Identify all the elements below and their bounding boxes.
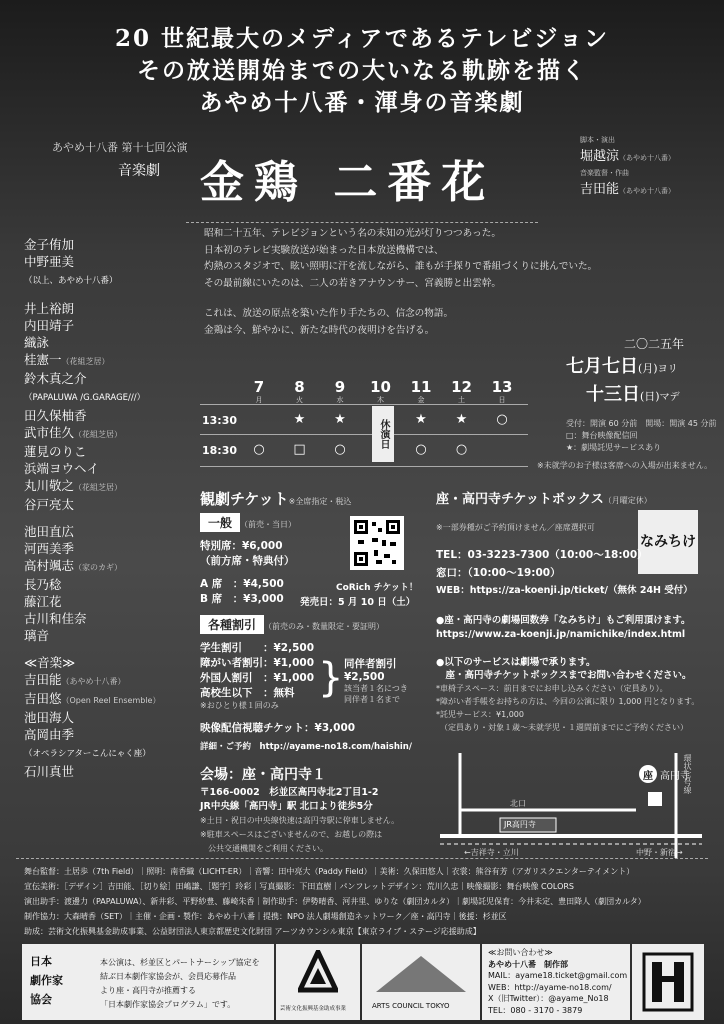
- headline-line1: 20 世紀最大のメディアであるテレビジョン: [115, 25, 609, 52]
- performance-mark: ★: [415, 412, 427, 427]
- cast-affiliation: （花組芝居）: [61, 357, 110, 366]
- stream-ticket: 映像配信視聴チケット：¥3,000: [200, 722, 356, 734]
- calendar-day: 9: [334, 378, 346, 396]
- headline-line2: その放送開始までの大いなる軌跡を描く: [137, 57, 587, 84]
- cast-member: [24, 743, 194, 763]
- credits-divider: [16, 858, 708, 859]
- closed-day: 休演日: [372, 406, 394, 462]
- cast-name: 谷戸亮太: [24, 497, 75, 512]
- cast-member: [24, 460, 194, 477]
- map-road-west: ←吉祥寺・立川: [464, 848, 519, 857]
- creative-credits: [580, 135, 675, 197]
- cast-name: 内田靖子: [24, 318, 75, 333]
- cast-member: [24, 709, 194, 726]
- cast-name: 長乃稔: [24, 577, 62, 592]
- companion-discount: 同伴者割引 ¥2,500 該当者１名につき 同伴者１名まで: [344, 658, 408, 704]
- cast-member: [24, 763, 194, 780]
- fund-label: 芸術文化振興基金助成事業: [280, 1006, 347, 1012]
- performance-mark: □: [293, 442, 306, 457]
- credit1-note: （あやめ十八番）: [619, 154, 676, 162]
- arts-council-label: ARTS COUNCIL TOKYO: [372, 1002, 450, 1010]
- cast-member: [24, 370, 194, 387]
- cast-name: （オペラシアターこんにゃく座）: [24, 749, 151, 759]
- qr-code[interactable]: [350, 516, 404, 570]
- cast-name: 桂憲一: [24, 352, 62, 367]
- footer-fund: [276, 944, 360, 1020]
- stream-url[interactable]: 詳細・ご予約 http://ayame-no18.com/haishin/: [200, 742, 412, 752]
- calendar-day: 8: [294, 378, 305, 396]
- cast-member: [24, 610, 194, 627]
- performance-mark: ○: [455, 442, 468, 457]
- cast-name: 田久保柚香: [24, 408, 87, 423]
- calendar-weekday: 土: [458, 396, 465, 404]
- cast-name: 井上裕朗: [24, 301, 75, 316]
- show-title: 金鶏 二番花: [200, 157, 496, 208]
- cast-name: 石川真世: [24, 764, 75, 779]
- time-1830: 18:30: [202, 444, 238, 457]
- cast-affiliation: （Open Reel Ensemble）: [61, 696, 161, 705]
- cast-member: [24, 557, 194, 576]
- cast-name: 浜端ヨウヘイ: [24, 461, 100, 476]
- credit1-role: 脚本・演出: [580, 136, 615, 144]
- assoc-logo: 日本 劇作家 協会: [30, 955, 63, 1006]
- cast-affiliation: （花組芝居）: [74, 483, 123, 492]
- map-ring-road: 環状七号線: [683, 754, 692, 794]
- cast-member: [24, 690, 194, 709]
- schedule-note-children: ※未就学のお子様は客席への入場が出来ません。: [537, 461, 713, 470]
- calendar-weekday: 火: [296, 396, 303, 404]
- namichike-logo: なみちけ: [638, 510, 698, 574]
- cast-member: [24, 671, 194, 690]
- calendar-weekday: 金: [417, 396, 425, 404]
- cast-member: [24, 424, 194, 443]
- calendar-day: 12: [451, 378, 472, 396]
- calendar-day: 10: [370, 378, 391, 396]
- schedule-notes: 受付：開演 60 分前 開場：開演 45 分前 □：舞台映像配信回 ★：劇場託児サービスあり: [566, 419, 717, 452]
- footer-contact: ≪お問い合わせ≫ あやめ十八番 制作部 MAIL：ayame18.ticket@gmail.com WEB：http://ayame-no18.com/ X（旧Twitter）：@ayame_No18 TEL：080 - 3170 - 3879: [482, 944, 630, 1020]
- arts-council-logo-icon: [374, 954, 468, 994]
- cast-member: [24, 443, 194, 460]
- corich-label: CoRich チケット！: [336, 583, 418, 593]
- footer-association: [22, 944, 274, 1020]
- cast-member: [24, 496, 194, 513]
- cast-member: [24, 477, 194, 496]
- intro-p3: 灼熱のスタジオで、眩い照明に汗を流しながら、誰もが手探りで番組づくりに挑んでいた。: [204, 261, 598, 272]
- brace: }: [318, 655, 344, 701]
- calendar-day: 7: [253, 378, 265, 396]
- calendar-weekday: 木: [377, 396, 384, 404]
- map-north-exit: 北口: [510, 799, 526, 808]
- intro-p2: 日本初のテレビ実験放送が始まった日本放送機構では、: [204, 244, 444, 256]
- partner-text: 本公演は、杉並区とパートナーシップ協定を 結ぶ日本劇作家協会が、会員応募作品 より座・高円寺が推薦する 「日本劇作家協会プログラム」です。: [100, 958, 260, 1009]
- cast-name: 丸川敬之: [24, 478, 75, 493]
- schedule-start: 七月七日(月)ヨリ: [566, 356, 678, 377]
- cast-name: 高村颯志: [24, 558, 75, 573]
- tickets-heading: 観劇チケット※全席指定・税込: [200, 490, 352, 508]
- boxoffice-note: ※一部券種がご予約頂けません／座席選択可: [436, 523, 595, 532]
- cast-member: [24, 407, 194, 424]
- cast-list: [24, 236, 194, 780]
- cast-member: [24, 540, 194, 557]
- performance-mark: ★: [293, 412, 306, 427]
- calendar-day: 11: [410, 378, 432, 396]
- cast-member: [24, 523, 194, 540]
- intro-p4: その最前線にいたのは、二人の若きアナウンサー、宮義勝と出雲幹。: [204, 277, 502, 289]
- time-1330: 13:30: [202, 414, 238, 427]
- calendar-weekday: 日: [498, 396, 506, 404]
- staff-credits: 舞台監督：土居歩（7th Field）｜照明：南香織（LICHT-ER）｜音響：田中亮大（Paddy Field）｜美術：久保田悠人｜衣裳：熊谷有芳（アガリスクエンターテイメント） 宣伝美術：［デザイン］吉田能、［切り絵］田嶋謙、［題字］玲彩｜写真撮影：下田直樹｜パンフレットデザイン：荒川久忠｜映像撮影：舞台映像 COLORS 演出助手：渡邊力（PAPALUWA）、新井彩、平野紗豊、藤崎朱香｜制作助手：伊勢晴香、河井里、ゆりな（劇団カルタ）｜劇場託児保育：今井未定、豊田降人（劇団カルタ） 制作協力：大森晴香（SET）｜主催・企画・製作：あやめ十八番｜提携：NPO 法人劇場創造ネットワーク／座・高円寺｜後援：杉並区 助成：芸術文化振興基金助成事業、公益財団法人東京都歴史文化財団 アーツカウンシル東京【東京ライブ・ステージ応援助成】: [24, 867, 646, 936]
- performance-mark: ○: [253, 442, 265, 457]
- discount-tickets: 各種割引 （前売のみ・数量限定・要証明） 学生割引 ：¥2,500 障がい者割引：¥1,000 外国人割引 ：¥1,000 高校生以下 ：無料 ※おひとり様１回のみ: [200, 614, 384, 711]
- intro-text: [204, 226, 597, 339]
- cast-name: （PAPALUWA /G.GARAGE///）: [24, 393, 146, 403]
- cast-name: 金子侑加: [24, 237, 75, 252]
- map-venue-mark: 座: [643, 771, 653, 782]
- cast-affiliation: （花組芝居）: [74, 430, 123, 439]
- series-label: あやめ十八番 第十七回公演: [52, 141, 188, 154]
- headline-line3: あやめ十八番・渾身の音楽劇: [199, 89, 525, 116]
- namichike-info: ●座・高円寺の劇場回数券「なみちけ」もご利用頂けます。 https://www.za-koenji.jp/namichike/index.html: [436, 615, 691, 640]
- cast-member: [24, 334, 194, 351]
- performance-mark: ○: [334, 442, 346, 457]
- venue-info: 会場：座・高円寺１ 〒166-0002 杉並区高円寺北2丁目1-2 JR中央線「高円寺」駅 北口より徒歩5分 ※土日・祝日の中央線快速は高円寺駅に停車しません。 ※駐車スペースはございませんので、お越しの際は 公共交通機関をご利用ください。: [200, 767, 400, 853]
- calendar-weekday: 水: [336, 396, 344, 404]
- credit1-name: 堀越涼: [580, 149, 620, 164]
- cast-name: 藤江花: [24, 594, 62, 609]
- genre-label: 音楽劇: [118, 163, 160, 179]
- performance-mark: ★: [334, 412, 346, 427]
- performance-mark: ○: [496, 412, 508, 427]
- cast-name: 吉田悠: [24, 691, 62, 706]
- cast-name: 蓮見のりこ: [24, 444, 87, 459]
- cast-name: 吉田能: [24, 672, 62, 687]
- cast-affiliation: （家のカギ）: [74, 563, 123, 572]
- troupe-logo-icon: [642, 952, 694, 1012]
- map-venue: 高円寺: [660, 771, 690, 782]
- cast-name: 織詠: [24, 335, 50, 350]
- cast-name: 高岡由季: [24, 727, 75, 742]
- cast-name: 河西美季: [24, 541, 75, 556]
- cast-name: （以上、あやめ十八番）: [24, 276, 118, 286]
- map-road-east: 中野・新宿→: [636, 848, 683, 857]
- cast-member: [24, 351, 194, 370]
- schedule-year: 二〇二五年: [624, 337, 685, 351]
- cast-name: ≪音楽≫: [24, 655, 76, 670]
- cast-member: [24, 300, 194, 317]
- cast-name: 中野亜美: [24, 254, 75, 269]
- general-tickets: 一般 （前売・当日） 特別席：¥6,000 （前方席・特典付） A 席 ：¥4,500 B 席 ：¥3,000: [200, 512, 296, 606]
- schedule-end: 十三日(日)マデ: [586, 384, 680, 405]
- cast-member: [24, 726, 194, 743]
- calendar-weekday: 月: [255, 396, 263, 404]
- map-station: JR高円寺: [504, 820, 536, 829]
- performance-mark: ○: [415, 442, 427, 457]
- performance-mark: ★: [455, 412, 468, 427]
- divider: [186, 222, 538, 223]
- cast-member: [24, 627, 194, 644]
- credit2-name: 吉田能: [580, 182, 620, 197]
- calendar-day: 13: [491, 378, 513, 396]
- cast-name: 璃音: [24, 628, 50, 643]
- footer-arts-council: [362, 944, 480, 1020]
- cast-name: 鈴木真之介: [24, 371, 87, 386]
- services-info: ●以下のサービスは劇場で承ります。 座・高円寺チケットボックスまでお問い合わせください。 *車椅子スペース：前日までにお申し込みください（定員あり）。 *障がい者手帳をお持ちの方は、今回の公演に限り 1,000 円となります。 *託児サービス：¥1,000 （定員あり・対象１歳～未就学児・１週間前までにご予約ください）: [436, 657, 700, 732]
- cast-member: [24, 576, 194, 593]
- cast-member: [24, 387, 194, 407]
- boxoffice-contact: TEL：03-3223-7300（10:00～18:00） 窓口：（10:00～19:00） WEB：https://za-koenji.jp/ticket/（無休 24H 受付）: [436, 549, 693, 596]
- cast-name: 池田直広: [24, 524, 75, 539]
- intro-p6: 金鶏は今、鮮やかに、新たな時代の夜明けを告げる。: [204, 324, 435, 336]
- footer-troupe-logo: [632, 944, 704, 1020]
- cast-member: [24, 236, 194, 253]
- intro-p1: 昭和二十五年、テレビジョンという名の未知の光が灯りつつあった。: [204, 228, 501, 239]
- boxoffice-heading: 座・高円寺チケットボックス（月曜定休）: [436, 492, 652, 507]
- cast-name: 武市佳久: [24, 425, 75, 440]
- cast-name: 池田海人: [24, 710, 75, 725]
- cast-affiliation: （あやめ十八番）: [61, 677, 126, 686]
- cast-name: 古川和佳奈: [24, 611, 87, 626]
- cast-member: [24, 270, 194, 290]
- credit2-note: （あやめ十八番）: [619, 187, 676, 195]
- intro-p5: これは、放送の原点を築いた作り手たちの、信念の物語。: [204, 308, 454, 319]
- credit2-role: 音楽監督・作曲: [580, 169, 629, 177]
- fund-logo-icon: [298, 950, 338, 996]
- cast-member: [24, 654, 194, 671]
- release-date: 発売日：5 月 10 日（土）: [300, 597, 416, 608]
- cast-member: [24, 593, 194, 610]
- cast-member: [24, 317, 194, 334]
- cast-member: [24, 253, 194, 270]
- venue-map: [440, 748, 702, 858]
